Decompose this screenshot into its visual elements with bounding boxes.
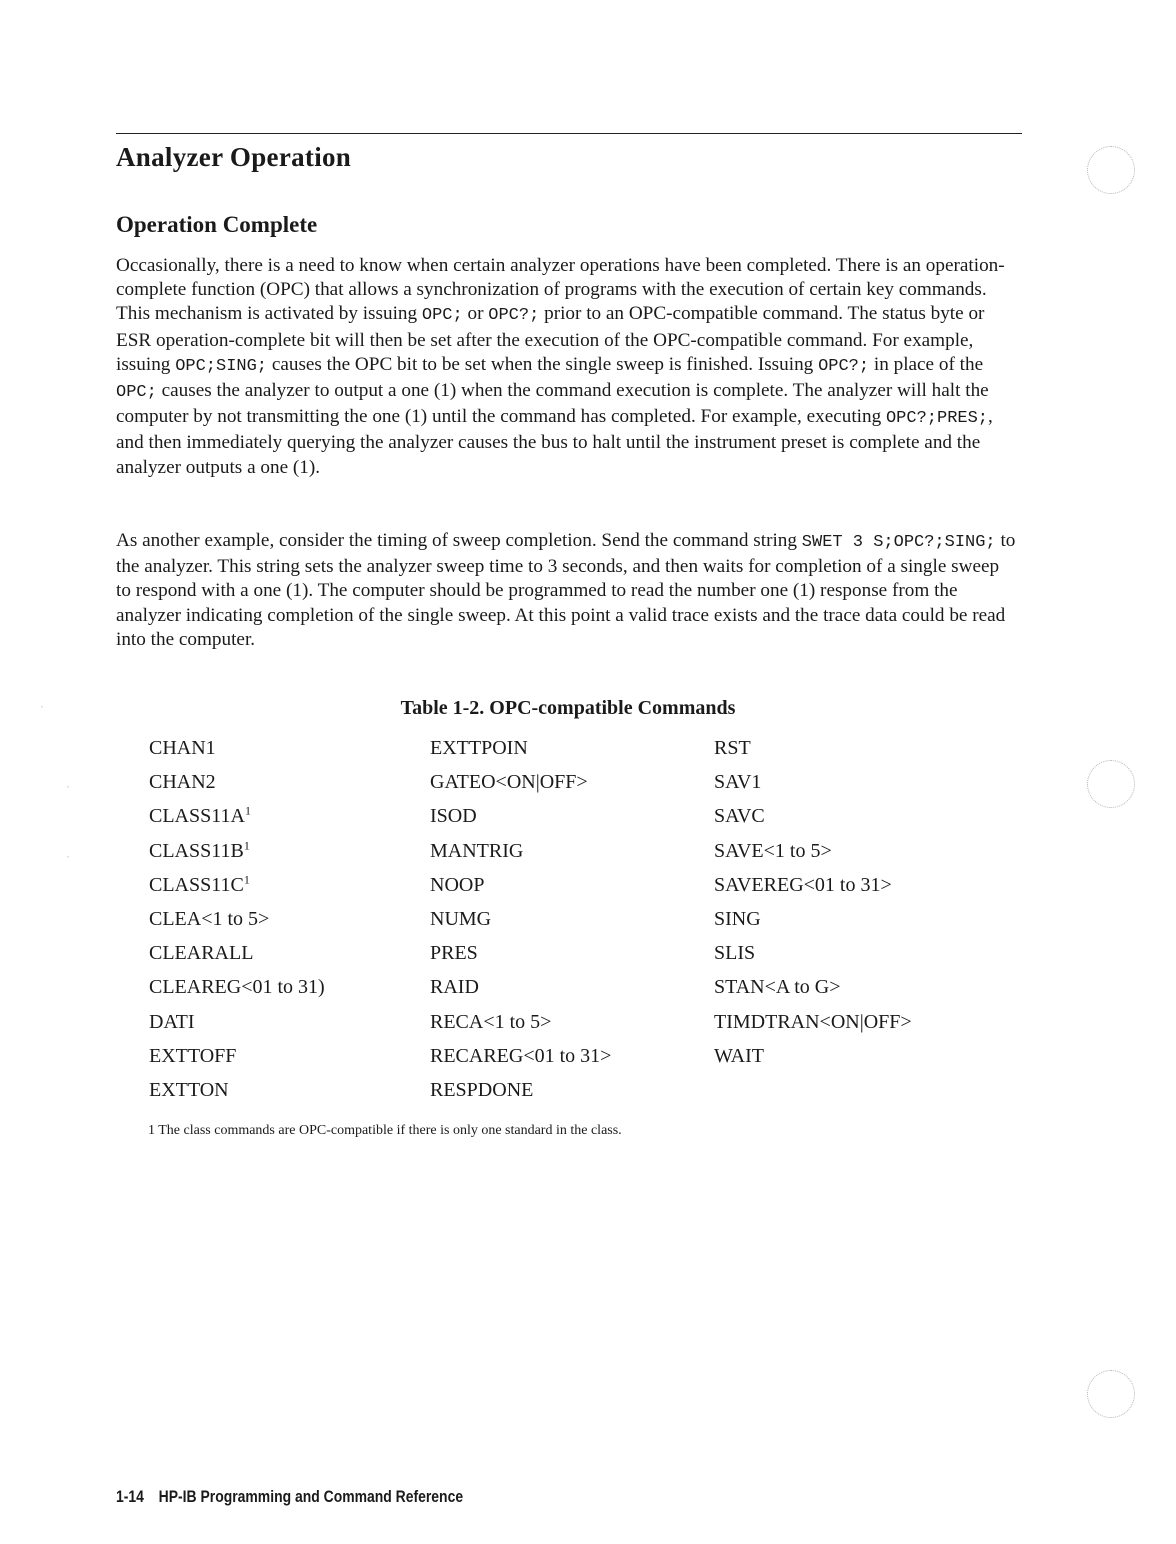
command-cell	[714, 737, 751, 760]
command-name: CLEA<1 to 5>	[149, 907, 270, 930]
command-name: CLEARALL	[149, 942, 254, 965]
command-name: SING	[714, 907, 761, 930]
command-cell	[714, 840, 832, 863]
scan-speck: ·	[66, 850, 70, 864]
footnote-marker: 1	[243, 872, 250, 887]
command-name: EXTTON	[149, 1078, 229, 1101]
command-cell	[149, 771, 216, 794]
subheading: Operation Complete	[116, 212, 318, 237]
command-name: PRES	[430, 942, 478, 965]
command-name: EXTTOFF	[149, 1044, 237, 1067]
command-cell	[714, 874, 892, 897]
command-name: CLEAREG<01 to 31)	[149, 976, 325, 999]
command-name: CLASS11B	[149, 839, 244, 862]
footnote-marker: 1	[243, 837, 250, 852]
command-cell	[149, 1011, 195, 1034]
command-name: TIMDTRAN<ON|OFF>	[714, 1010, 912, 1033]
binder-hole	[1087, 146, 1135, 194]
command-cell	[430, 942, 478, 965]
paragraph-sweep-example: As another example, consider the timing of sweep completion. Send the command string SWET 3 S;OPC?;SING; to the analyzer. This string sets the analyzer sweep time to 3 seconds, and then waits for completion of a single sweep to respond with a one (1). The computer should be programmed to read the number one (1) response from the analyzer indicating completion of the single sweep. At this point a valid trace exists and the trace data could be read into the computer.	[116, 530, 1016, 650]
command-name: RECAREG<01 to 31>	[430, 1044, 612, 1067]
command-name: RST	[714, 737, 751, 759]
command-cell	[430, 771, 588, 794]
command-name: EXTTPOIN	[430, 737, 528, 759]
inline-code: OPC;	[116, 383, 157, 403]
scan-speck: ·	[66, 780, 70, 794]
table-caption: Table 1-2. OPC-compatible Commands	[400, 697, 736, 719]
command-name: RAID	[430, 976, 479, 999]
footnote-marker: 1	[244, 803, 251, 818]
command-cell	[714, 976, 841, 999]
inline-code: SWET 3 S;OPC?;SING;	[801, 533, 996, 552]
command-cell	[149, 837, 250, 863]
inline-code: OPC;	[421, 306, 463, 326]
command-name: NUMG	[430, 907, 492, 930]
command-name: RESPDONE	[430, 1078, 534, 1101]
command-name: CLASS11A	[149, 805, 245, 828]
command-cell	[714, 805, 765, 828]
command-cell	[430, 1045, 611, 1068]
command-cell	[149, 1079, 229, 1102]
command-name: SAV1	[714, 771, 762, 794]
command-name: SAVEREG<01 to 31>	[714, 873, 892, 896]
command-name: ISOD	[430, 805, 477, 828]
command-name: GATEO<ON|OFF>	[430, 771, 588, 794]
table-footnote: 1 The class commands are OPC-compatible if there is only one standard in the class.	[148, 1123, 622, 1138]
command-name: DATI	[149, 1010, 195, 1033]
command-cell	[714, 1011, 912, 1034]
command-name: CHAN2	[149, 771, 216, 794]
command-name: SAVC	[714, 805, 765, 828]
command-cell	[714, 771, 761, 794]
command-cell	[714, 908, 761, 931]
command-cell	[149, 976, 325, 999]
command-cell	[714, 942, 755, 965]
command-name: SLIS	[714, 942, 756, 965]
inline-code: OPC?;	[488, 306, 540, 326]
command-cell	[149, 737, 216, 760]
command-name: NOOP	[430, 873, 485, 896]
command-name: CLASS11C	[149, 873, 244, 896]
command-cell	[430, 805, 477, 828]
command-cell	[430, 1079, 533, 1102]
command-cell	[430, 840, 523, 863]
page-footer	[116, 1487, 463, 1507]
command-cell	[149, 805, 251, 828]
section-title: Analyzer Operation	[116, 142, 352, 172]
command-cell	[714, 1045, 764, 1068]
inline-code: OPC;SING;	[175, 356, 268, 376]
command-cell	[430, 874, 484, 897]
command-name: WAIT	[714, 1044, 764, 1067]
command-cell	[149, 942, 253, 965]
command-name: RECA<1 to 5>	[430, 1010, 552, 1033]
inline-code: OPC?;PRES;	[885, 409, 989, 429]
command-cell	[149, 874, 250, 897]
command-cell	[430, 1011, 551, 1034]
header-rule	[116, 133, 1022, 134]
command-cell	[430, 908, 491, 931]
command-name: CHAN1	[149, 737, 216, 759]
binder-hole	[1087, 1370, 1135, 1418]
command-name: SAVE<1 to 5>	[714, 839, 832, 862]
command-cell	[430, 976, 479, 999]
command-cell	[149, 1045, 236, 1068]
scan-speck: ·	[40, 700, 44, 714]
command-name: STAN<A to G>	[714, 976, 841, 999]
page-number: 1-14	[116, 1487, 144, 1506]
binder-hole	[1087, 760, 1135, 808]
command-name: MANTRIG	[430, 839, 524, 862]
book-title: HP-IB Programming and Command Reference	[158, 1487, 464, 1506]
inline-code: OPC?;	[818, 356, 870, 376]
command-cell	[430, 737, 528, 760]
paragraph-opc-intro: Occasionally, there is a need to know when certain analyzer operations have been completed. There is an operation-complete function (OPC) that allows a synchronization of programs with the execution of certain key commands. This mechanism is activated by issuing OPC; or OPC?; prior to an OPC-compatible command. The status byte or ESR operation-complete bit will then be set after the execution of the OPC-compatible command. For example, issuing OPC;SING; causes the OPC bit to be set when the single sweep is finished. Issuing OPC?; in place of the OPC; causes the analyzer to output a one (1) when the command execution is complete. The analyzer will halt the computer by not transmitting the one (1) until the command has completed. For example, executing OPC?;PRES;, and then immediately querying the analyzer causes the bus to halt until the instrument preset is complete and the analyzer outputs a one (1).	[116, 255, 1005, 478]
command-cell	[149, 908, 269, 931]
